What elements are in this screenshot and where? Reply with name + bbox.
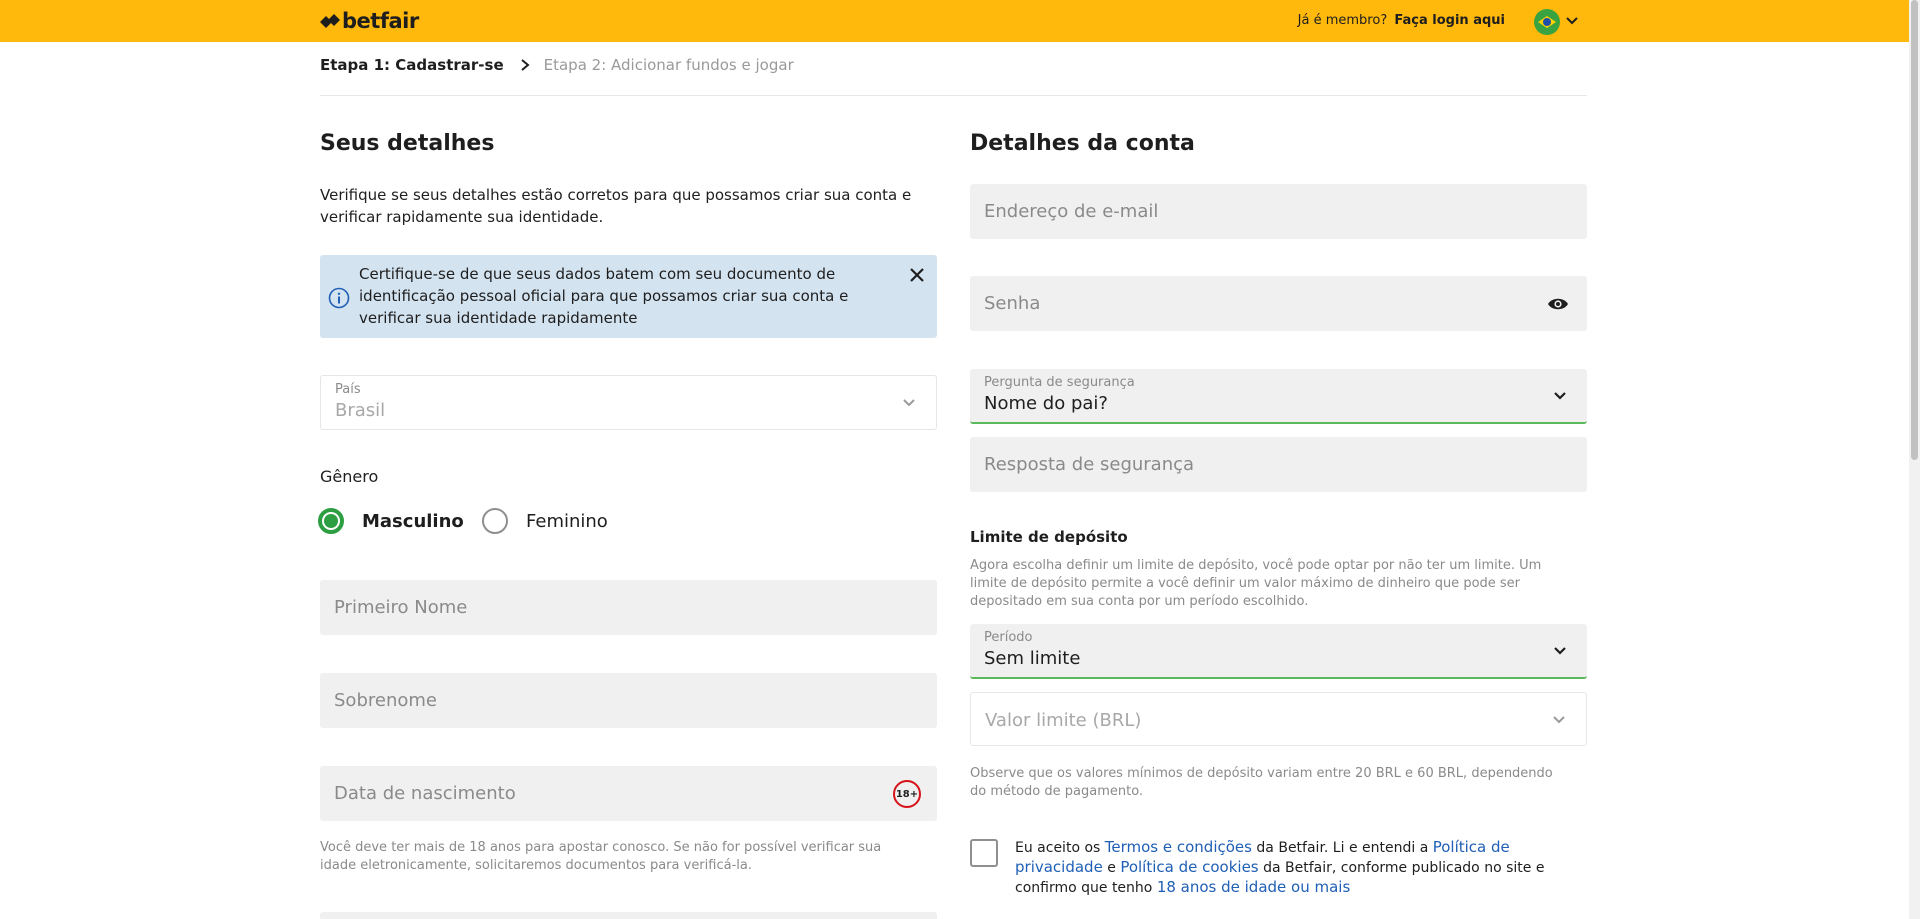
security-question-value: Nome do pai? [984,393,1108,414]
terms-link[interactable]: Termos e condições [1104,838,1252,856]
terms-checkbox[interactable] [970,839,998,867]
deposit-description: Agora escolha definir um limite de depósito, você pode optar por não ter um limite. Um limite de depósito permite a você definir um valor máximo de dinheiro que pode ser depositado em sua conta por um período escolhido. [970,558,1542,609]
logo-text: betfair [342,9,419,33]
close-icon[interactable] [909,267,925,283]
chevron-down-icon [1553,391,1567,401]
deposit-limit-title: Limite de depósito [970,528,1128,546]
chevron-down-icon[interactable] [1565,14,1579,28]
brazil-flag-icon[interactable] [1534,9,1560,35]
security-answer-placeholder: Resposta de segurança [984,454,1195,475]
info-icon [328,287,350,309]
first-name-field[interactable] [320,580,937,635]
details-description: Verifique se seus detalhes estão corretos para que possamos criar sua conta e verificar rapidamente sua identidade. [320,186,912,226]
cookies-link[interactable]: Política de cookies [1120,858,1259,876]
betfair-logo-icon [320,14,340,28]
security-question-select[interactable] [970,369,1587,424]
chevron-down-icon [902,398,916,408]
terms-text: Eu aceito os Termos e condições da Betfair. Li e entendi a Política de privacidade e Política de cookies da Betfair, conforme publicado no site e confirmo que tenho 18 anos de idade ou mais [1015,838,1545,896]
age-note: Você deve ter mais de 18 anos para apostar conosco. Se não for possível verificar sua idade eletronicamente, solicitaremos documentos para verificá-la. [320,840,882,873]
radio-unchecked-icon [482,508,508,534]
age-link[interactable]: 18 anos de idade ou mais [1156,878,1351,896]
date-of-birth-field[interactable] [320,766,937,821]
info-banner [320,255,937,338]
chevron-down-icon [1552,715,1566,725]
gender-option-label: Masculino [362,510,464,532]
age-18-icon: 18+ [893,780,921,808]
security-answer-field[interactable] [970,437,1587,492]
last-name-field[interactable] [320,673,937,728]
info-banner-text: Certifique-se de que seus dados batem com seu documento de identificação pessoal oficial para que possamos criar sua conta e verificar sua identidade rapidamente [359,265,849,327]
step-2: Etapa 2: Adicionar fundos e jogar [543,56,794,74]
chevron-down-icon [1553,646,1567,656]
account-title: Detalhes da conta [970,131,1195,156]
gender-radio-feminino[interactable] [482,508,608,534]
security-question-label: Pergunta de segurança [984,375,1135,390]
scrollbar-thumb[interactable] [1911,0,1918,460]
period-select[interactable] [970,624,1587,679]
gender-option-label: Feminino [526,510,608,532]
period-value: Sem limite [984,648,1081,669]
login-link[interactable]: Faça login aqui [1394,13,1505,28]
first-name-placeholder: Primeiro Nome [334,597,468,618]
member-prompt: Já é membro? [1297,13,1388,28]
member-login [1298,13,1505,28]
deposit-note: Observe que os valores mínimos de depósito variam entre 20 BRL e 60 BRL, dependendo do método de pagamento. [970,766,1553,799]
details-title: Seus detalhes [320,131,495,156]
country-select[interactable] [320,375,937,430]
password-placeholder: Senha [984,293,1041,314]
email-field[interactable] [970,184,1587,239]
eye-icon[interactable] [1547,296,1569,312]
page-scrollbar[interactable] [1909,0,1920,919]
divider [320,95,1587,96]
step-1: Etapa 1: Cadastrar-se [320,56,504,74]
chevron-right-icon [520,58,530,72]
country-value: Brasil [335,400,386,421]
dob-placeholder: Data de nascimento [334,783,516,804]
betfair-logo[interactable] [320,9,419,33]
top-bar [0,0,1909,42]
privacy-link[interactable]: Política de privacidade [1015,838,1510,876]
radio-checked-icon [318,508,344,534]
gender-label: Gênero [320,467,379,486]
limit-value-placeholder: Valor limite (BRL) [985,710,1142,731]
country-label: País [335,382,361,397]
breadcrumb [320,56,794,74]
next-field-partial[interactable] [320,912,937,919]
password-field[interactable] [970,276,1587,331]
email-placeholder: Endereço de e-mail [984,201,1159,222]
gender-radio-masculino[interactable] [318,508,464,534]
last-name-placeholder: Sobrenome [334,690,437,711]
period-label: Período [984,630,1033,645]
limit-value-select[interactable] [970,692,1587,746]
